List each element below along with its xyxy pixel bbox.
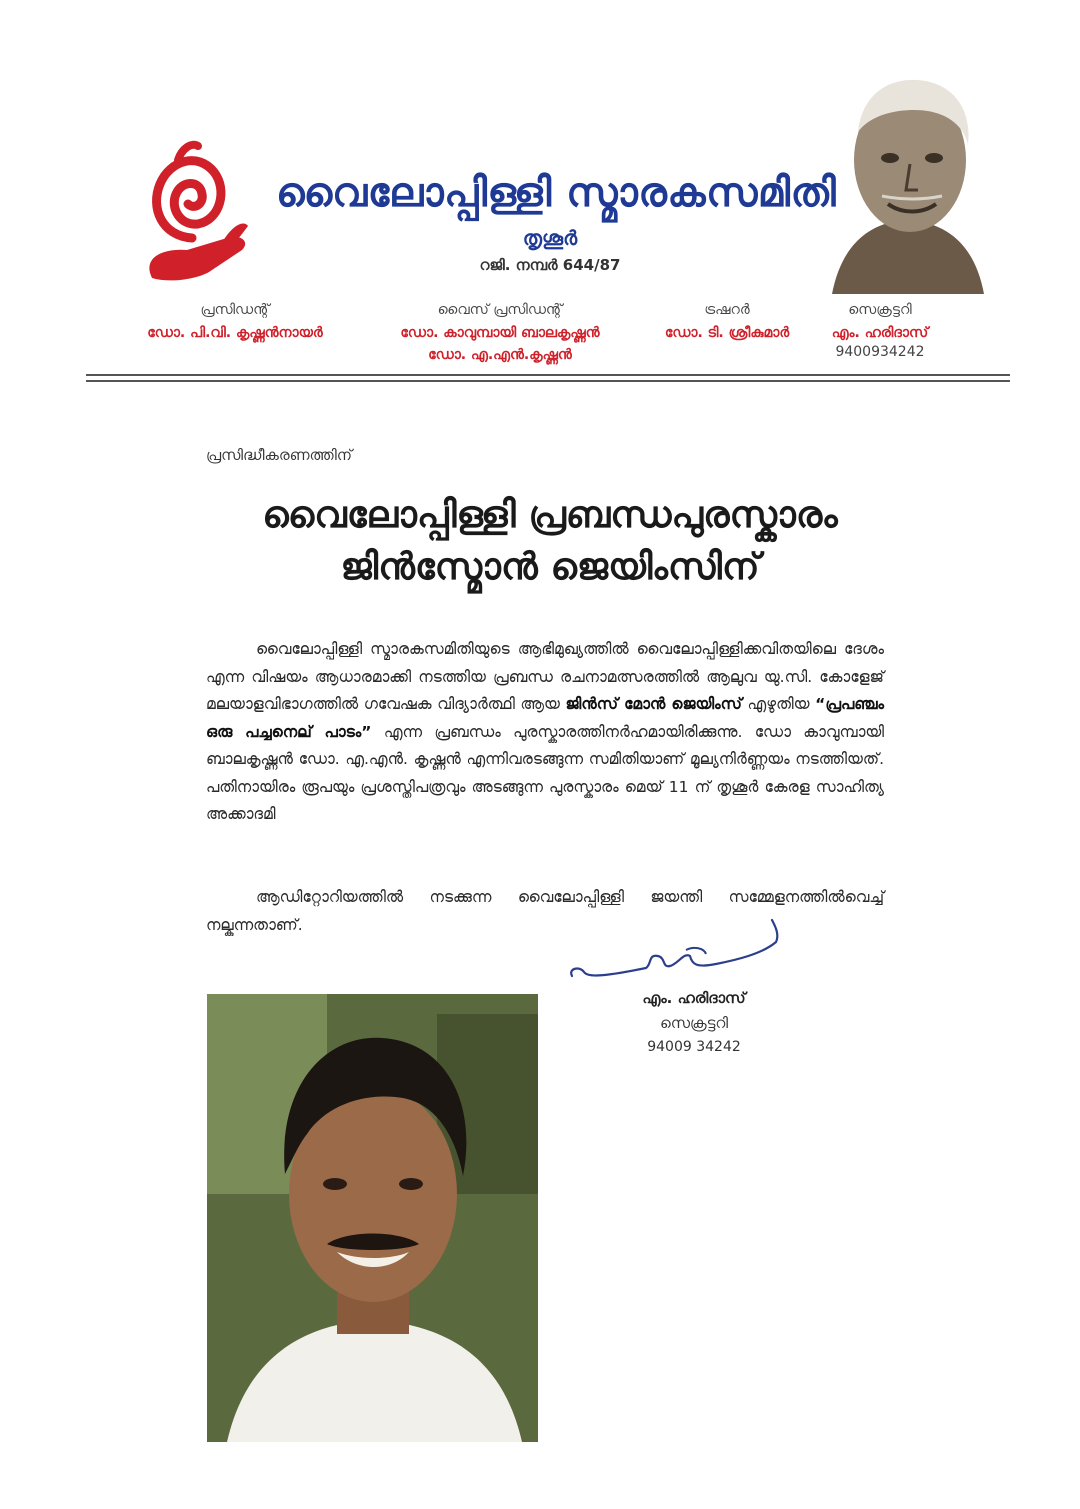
header-divider [86,374,1010,376]
header-divider [86,380,1010,382]
officer-name: എം. ഹരിദാസ് [831,325,929,341]
for-publication-label: പ്രസിദ്ധീകരണത്തിന് [206,446,353,464]
paragraph-text: എഴുതിയ [747,695,810,713]
officer-name: ഡോ. എ.എൻ.കൃഷ്ണൻ [428,347,572,363]
vyloppilli-portrait [822,72,992,294]
org-city: തൃശൂർ [522,226,578,250]
essay-title: “പ്രപഞ്ചം ഒരു പച്ചനെല് പാടം” [206,695,884,741]
body-paragraph [206,636,884,829]
officer-secretary [818,302,942,360]
signatory-block [604,986,784,1058]
samithi-logo-icon [132,138,252,288]
officer-role: ട്രഷറർ [704,302,750,318]
signatory-name: എം. ഹരിദാസ് [642,989,746,1007]
officer-role: വൈസ് പ്രസിഡന്റ് [437,302,563,318]
officer-president [128,302,342,344]
officer-name: ഡോ. പി.വി. കൃഷ്ണൻനായർ [147,325,323,341]
paragraph-text: വൈലോപ്പിള്ളി സ്മാരകസമിതിയുടെ ആഭിമുഖ്യത്തിൽ വൈലോപ്പിള്ളിക്കവിതയിലെ ദേശം എന്ന വിഷയം ആധാരമാക്കി നടത്തിയ പ്രബന്ധ രചനാമത്സരത്തിൽ ആലുവ യു.സി. കോളേജ് മലയാളവിഭാഗത്തിൽ ഗവേഷക വിദ്യാർത്ഥി ആയ [206,640,884,713]
paragraph-text: എന്ന പ്രബന്ധം പുരസ്കാരത്തിനർഹമായിരിക്കുന്നു. ഡോ കാവുമ്പായി ബാലകൃഷ്ണൻ ഡോ. എ.എൻ. കൃഷ്ണൻ എന്നിവരടങ്ങുന്ന സമിതിയാണ് മൂല്യനിർണ്ണയം നടത്തിയത്. പതിനായിരം രൂപയും പ്രശസ്തിപത്രവും അടങ്ങുന്ന പുരസ്കാരം മെയ് 11 ന് തൃശൂർ കേരള സാഹിത്യ അക്കാദമി [206,722,885,823]
signature [566,916,786,986]
headline [150,488,950,592]
officer-role: പ്രസിഡന്റ് [200,302,270,318]
signatory-role: സെക്രട്ടറി [660,1014,728,1032]
officer-name: ഡോ. കാവുമ്പായി ബാലകൃഷ്ണൻ [400,325,600,341]
officer-treasurer [654,302,800,344]
officer-vice-president [376,302,624,366]
registration-number: റജി. നമ്പർ 644/87 [479,256,621,274]
officer-phone: 9400934242 [835,344,925,360]
org-title: വൈലോപ്പിള്ളി സ്മാരകസമിതി [276,170,837,216]
body-paragraph: ആഡിറ്റോറിയത്തിൽ നടക്കുന്ന വൈലോപ്പിള്ളി ജയന്തി സമ്മേളനത്തിൽവെച്ച് നല്കുന്നതാണ്. [206,888,884,934]
winner-photo [207,994,538,1442]
officer-name: ഡോ. ടി. ശ്രീകുമാർ [664,325,790,341]
headline-line: വൈലോപ്പിള്ളി പ്രബന്ധപുരസ്കാരം [262,492,838,536]
officer-role: സെക്രട്ടറി [848,302,912,318]
winner-name: ജിൻസ് മോൻ ജെയിംസ് [565,695,742,713]
signatory-phone: 94009 34242 [647,1039,741,1055]
headline-line: ജിൻസ്മോൻ ജെയിംസിന് [340,544,760,588]
